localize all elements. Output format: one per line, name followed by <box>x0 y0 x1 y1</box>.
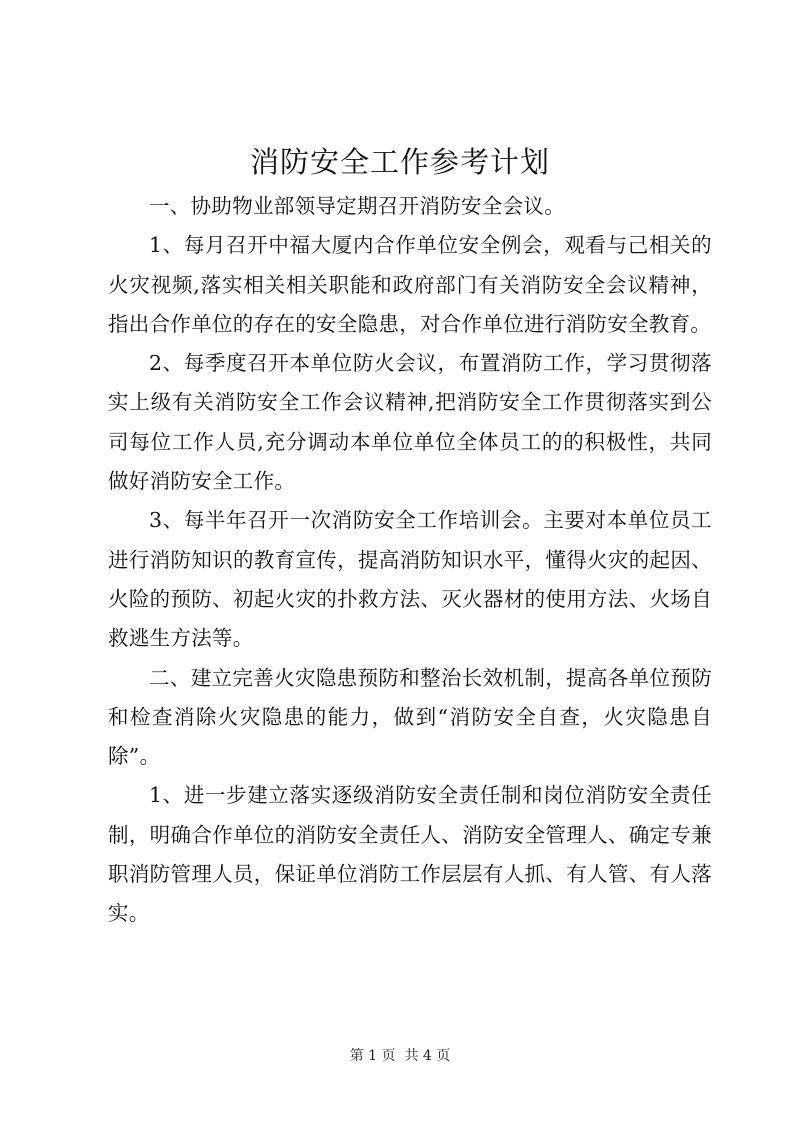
paragraph-item-2: 2、每季度召开本单位防火会议，布置消防工作，学习贯彻落实上级有关消防安全工作会议精神,把消防安全工作贯彻落实到公司每位工作人员,充分调动本单位单位全体员工的的积极性，共同做好消防安全工作。 <box>108 351 712 494</box>
document-body <box>108 187 712 934</box>
page-title: 消防安全工作参考计划 <box>249 145 550 179</box>
page-footer <box>0 1046 800 1066</box>
page-number-label: 第 1 页 共 4 页 <box>349 1048 451 1064</box>
paragraph-item-4: 1、进一步建立落实逐级消防安全责任制和岗位消防安全责任制，明确合作单位的消防安全责任人、消防安全管理人、确定专兼职消防管理人员，保证单位消防工作层层有人抓、有人管、有人落实。 <box>108 783 712 926</box>
section-heading-1: 一、协助物业部领导定期召开消防安全会议。 <box>149 194 565 218</box>
paragraph-item-3: 3、每半年召开一次消防安全工作培训会。主要对本单位员工进行消防知识的教育宣传，提高消防知识水平，懂得火灾的起因、火险的预防、初起火灾的扑救方法、灭火器材的使用方法、火场自救逃生方法等。 <box>108 508 712 651</box>
paragraph-item-1: 1、每月召开中福大厦内合作单位安全例会，观看与己相关的火灾视频,落实相关相关职能和政府部门有关消防安全会议精神，指出合作单位的存在的安全隐患，对合作单位进行消防安全教育。 <box>108 233 712 336</box>
section-heading-2: 二、建立完善火灾隐患预防和整治长效机制，提高各单位预防和检查消除火灾隐患的能力，做到“消防安全自查，火灾隐患自除”。 <box>108 665 712 769</box>
